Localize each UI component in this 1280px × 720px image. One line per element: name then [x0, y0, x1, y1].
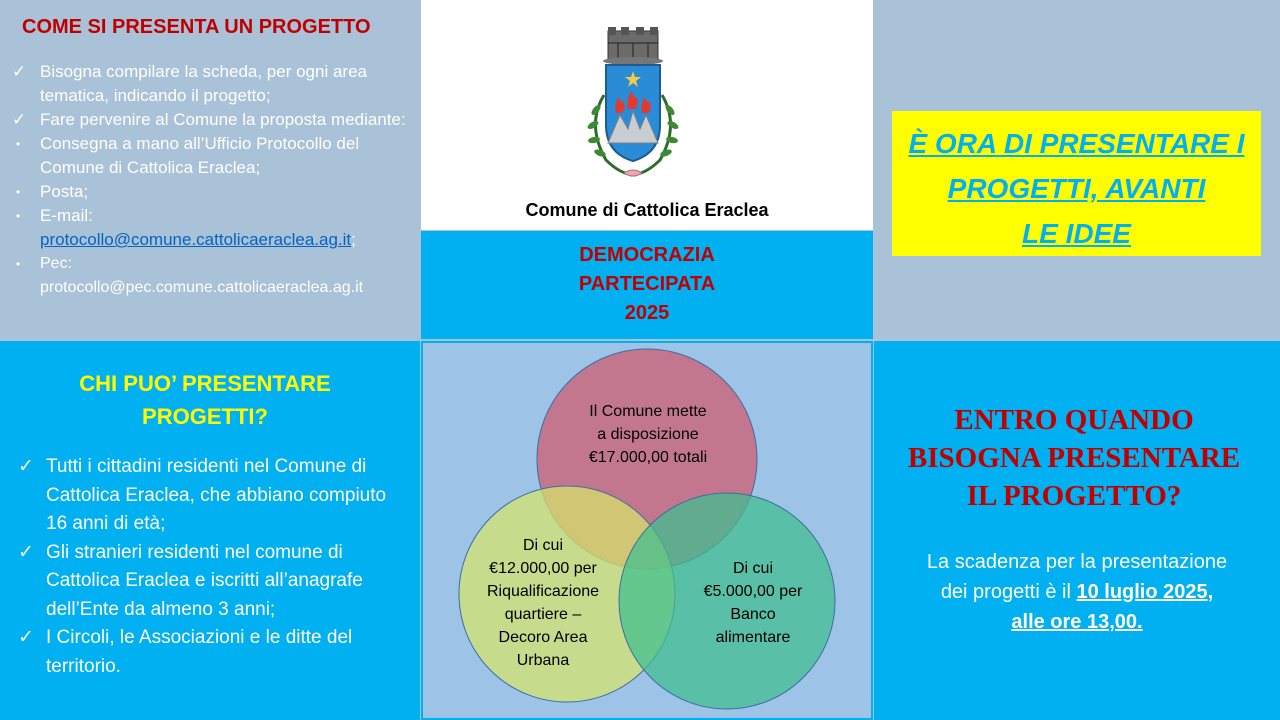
list-item-text: Consegna a mano all’Ufficio Protocollo del Comune di Cattolica Eraclea; [40, 134, 360, 177]
check-icon: ✓ [18, 627, 34, 648]
pec-address: protocollo@pec.comune.cattolicaeraclea.ag.it [40, 279, 364, 296]
subtitle-line: PARTECIPATA [578, 273, 716, 295]
list-item-text: Bisogna compilare la scheda, per ogni area tematica, indicando il progetto; [40, 62, 367, 105]
call-to-action-panel [874, 0, 1280, 340]
list-item [18, 453, 408, 539]
venn-line: Decoro Area [498, 629, 588, 646]
title-line: IL PROGETTO? [966, 480, 1182, 512]
check-icon: ✓ [18, 541, 34, 563]
check-icon: ✓ [18, 456, 34, 477]
deadline-line: La scadenza per la presentazione [926, 551, 1228, 573]
list-item [12, 132, 412, 180]
list-item-text: Posta; [40, 182, 89, 201]
list-item-text: E-mail: [40, 206, 93, 225]
venn-line: Di cui [522, 537, 563, 554]
bullet-icon: • [16, 257, 21, 271]
bullet-icon: • [16, 209, 21, 223]
municipal-crest-icon [566, 25, 726, 185]
call-to-action-banner [892, 111, 1261, 256]
title-line: BISOGNA PRESENTARE [907, 442, 1241, 474]
venn-line: Il Comune mette [589, 403, 707, 420]
list-item [18, 624, 408, 681]
banner-line: È ORA DI PRESENTARE I [908, 128, 1245, 159]
subtitle [421, 241, 873, 328]
venn-label-banco-alimentare [673, 557, 833, 649]
list-item [12, 180, 412, 204]
venn-label-riqualificazione [453, 534, 633, 672]
title-line: CHI PUO’ PRESENTARE [79, 371, 331, 396]
venn-line: Di cui [732, 560, 773, 577]
subtitle-line: DEMOCRAZIA [579, 244, 715, 266]
how-to-submit-title: COME SI PRESENTA UN PROGETTO [22, 16, 371, 38]
list-item-text: Pec: [40, 255, 73, 272]
title-line: ENTRO QUANDO [954, 404, 1194, 436]
list-item [12, 108, 412, 132]
venn-line: €12.000,00 per [489, 560, 597, 577]
bullet-icon: • [16, 185, 21, 199]
venn-line: Urbana [516, 652, 570, 669]
deadline-title [874, 401, 1274, 515]
list-item-text: Gli stranieri residenti nel comune di Cattolica Eraclea e iscritti all’anagrafe dell’Ente da almeno 3 anni; [46, 541, 363, 620]
list-item-text: Tutti i cittadini residenti nel Comune di Cattolica Eraclea, che abbiano compiuto 16 anni di età; [46, 456, 387, 534]
bullet-icon: • [16, 137, 21, 151]
list-item-text: Fare pervenire al Comune la proposta mediante: [40, 110, 406, 129]
venn-line: €5.000,00 per [703, 583, 803, 600]
list-item [12, 252, 412, 300]
how-to-submit-list [12, 60, 412, 300]
banner-line: LE IDEE [1022, 218, 1131, 249]
banner-line: PROGETTI, AVANTI [947, 173, 1206, 204]
deadline-date: 10 luglio 2025, [1076, 581, 1214, 603]
crest-panel [421, 0, 873, 230]
how-to-submit-panel [0, 0, 420, 340]
venn-line: quartiere – [504, 606, 582, 623]
list-item [18, 539, 408, 625]
email-suffix: ; [351, 230, 356, 249]
list-item-text: I Circoli, le Associazioni e le ditte del territorio. [46, 627, 353, 677]
budget-venn-panel [421, 341, 873, 720]
venn-line: alimentare [715, 629, 791, 646]
venn-line: Riqualificazione [486, 583, 600, 600]
deadline-line: dei progetti è il [940, 581, 1077, 603]
deadline-text [874, 547, 1280, 637]
who-can-submit-title [0, 367, 410, 433]
check-icon: ✓ [12, 110, 27, 129]
check-icon: ✓ [12, 62, 27, 81]
deadline-time: alle ore 13,00. [1011, 611, 1143, 633]
title-line: PROGETTI? [142, 404, 268, 429]
list-item [12, 60, 412, 108]
call-to-action-text [892, 121, 1261, 256]
who-can-submit-panel [0, 341, 420, 720]
email-link[interactable]: protocollo@comune.cattolicaeraclea.ag.it [40, 230, 352, 249]
venn-line: €17.000,00 totali [588, 449, 708, 466]
who-can-submit-list [18, 453, 408, 681]
municipality-name: Comune di Cattolica Eraclea [525, 200, 769, 220]
venn-line: a disposizione [597, 426, 699, 443]
list-item [12, 204, 412, 252]
venn-label-total [553, 400, 743, 469]
subtitle-line: 2025 [624, 302, 670, 324]
venn-line: Banco [730, 606, 776, 623]
subtitle-panel [421, 231, 873, 339]
deadline-panel [874, 341, 1280, 720]
